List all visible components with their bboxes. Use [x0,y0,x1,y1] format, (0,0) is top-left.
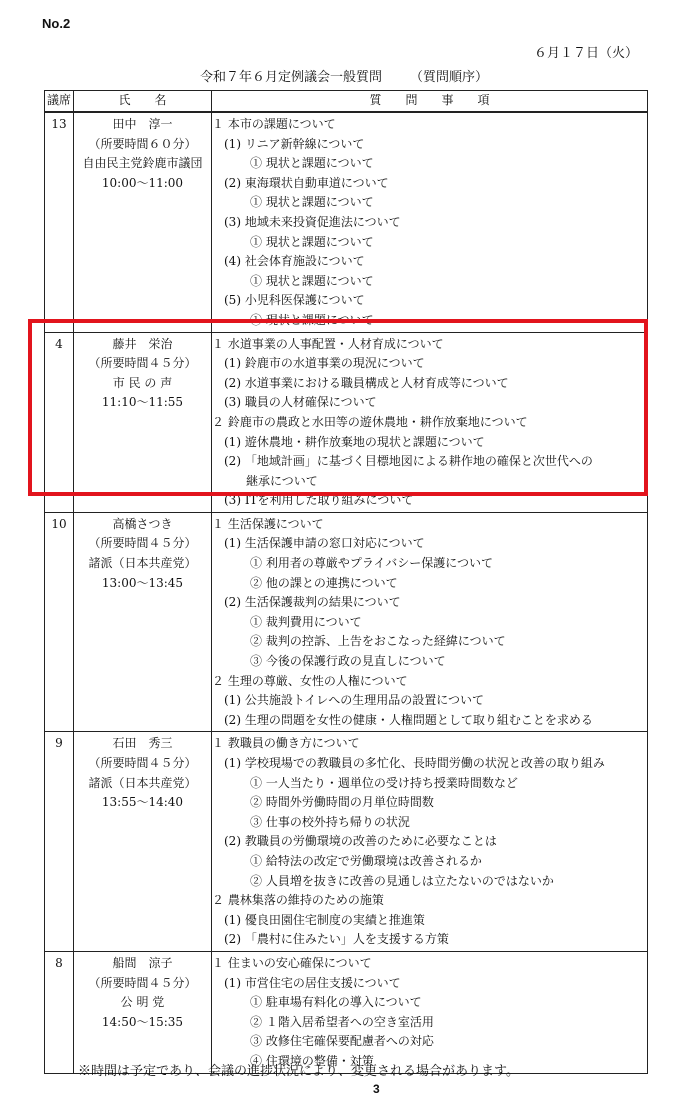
topic-item: (2) 東海環状自動車道について [224,175,389,190]
member-info [74,951,212,1073]
seat-number: 13 [45,112,74,332]
document-title [200,66,488,85]
topic-heading: １ 本市の課題について [212,117,336,131]
topic-item: (2) 生活保護裁判の結果について [224,595,401,610]
table-row [45,112,648,332]
topic-heading: １ 教職員の働き方について [212,736,360,751]
topic-subitem: ② 裁判の控訴、上告をおこなった経緯について [250,634,506,649]
topic-subitem: ③ 改修住宅確保要配慮者への対応 [250,1034,434,1049]
header-seat: 議席 [45,91,74,113]
member-name: 高橋さつき [112,516,173,531]
member-name: 藤井 栄治 [112,336,173,351]
party-name: 市 民 の 声 [112,375,173,390]
table-row [45,512,648,732]
topic-subitem: ② 人員増を抜きに改善の見通しは立たないのではないか [250,873,554,888]
topic-heading: ２ 生理の尊厳、女性の人権について [212,673,408,688]
time-slot: 10:00～11:00 [101,175,184,190]
topic-subitem: ③ 今後の保護行政の見直しについて [250,654,446,669]
document-number: No.2 [42,16,71,31]
document-date: ６月１７日（火） [533,46,638,61]
topic-subitem: ① 現状と課題について [250,234,374,249]
topic-subitem: ① 現状と課題について [250,312,374,327]
topic-item: (2) 水道事業における職員構成と人材育成等について [224,375,509,390]
topic-item: (1) 公共施設トイレへの生理用品の設置について [224,693,484,708]
topic-continuation: 継承について [246,473,318,488]
topic-subitem: ① 一人当たり・週単位の受け持ち授業時間数など [250,775,518,790]
topic-subitem: ① 利用者の尊厳やプライバシー保護について [250,556,493,571]
topic-heading: １ 水道事業の人事配置・人材育成について [212,336,444,351]
topic-item: (1) 鈴鹿市の水道事業の現況について [224,356,425,371]
question-topics [212,512,648,732]
time-allotted: （所要時間４５分） [88,356,197,371]
topic-item: (3) ITを利用した取り組みについて [224,493,414,508]
seat-number: 4 [45,332,74,512]
title-subtitle: （質問順序） [410,70,489,85]
topic-item: (2) 「地域計画」に基づく目標地図による耕作地の確保と次世代への [224,454,593,469]
party-name: 諸派（日本共産党） [88,556,197,571]
topic-heading: １ 生活保護について [212,516,324,531]
time-slot: 11:10～11:55 [101,395,184,410]
question-topics [212,951,648,1073]
header-name: 氏 名 [74,91,212,113]
time-allotted: （所要時間４５分） [88,975,197,990]
topic-heading: ２ 農林集落の維持のための施策 [212,893,384,908]
topic-item: (3) 地域未来投資促進法について [224,214,401,229]
time-slot: 13:00～13:45 [101,575,184,590]
topic-subitem: ③ 仕事の校外持ち帰りの状況 [250,814,410,829]
topic-subitem: ① 給特法の改定で労働環境は改善されるか [250,853,482,868]
seat-number: 8 [45,951,74,1073]
topic-item: (3) 職員の人材確保について [224,395,377,410]
topic-item: (1) 優良田園住宅制度の実績と推進策 [224,912,425,927]
table-row [45,951,648,1073]
question-topics [212,112,648,332]
seat-number: 9 [45,732,74,952]
title-main: 令和７年６月定例議会一般質問 [200,70,383,85]
topic-subitem: ① 現状と課題について [250,195,374,210]
time-slot: 14:50～15:35 [101,1014,184,1029]
topic-item: (1) リニア新幹線について [224,136,365,151]
topic-subitem: ① 現状と課題について [250,273,374,288]
topic-item: (2) 「農村に住みたい」人を支援する方策 [224,932,449,947]
party-name: 諸派（日本共産党） [88,775,197,790]
topic-item: (2) 生理の問題を女性の健康・人権問題として取り組むことを求める [224,712,593,727]
topic-subitem: ① 駐車場有料化の導入について [250,995,422,1010]
member-name: 船間 涼子 [112,955,173,970]
topic-item: (2) 教職員の労働環境の改善のために必要なことは [224,834,497,849]
topic-subitem: ④ 住環境の整備・対策 [250,1053,374,1068]
member-info [74,732,212,952]
party-name: 自由民主党鈴鹿市議団 [82,156,203,171]
topic-item: (1) 生活保護申請の窓口対応について [224,536,425,551]
topic-subitem: ① 裁判費用について [250,614,362,629]
topic-subitem: ② １階入居希望者への空き室活用 [250,1014,434,1029]
footnote: ※時間は予定であり、会議の進捗状況により、変更される場合があります。 [78,1064,519,1079]
header-topics: 質 問 事 項 [212,91,648,113]
topic-item: (1) 遊休農地・耕作放棄地の現状と課題について [224,434,485,449]
topic-item: (5) 小児科医保護について [224,293,365,308]
member-name: 石田 秀三 [112,736,173,751]
member-name: 田中 淳一 [112,117,173,131]
table-header-row [45,91,648,113]
topic-heading: ２ 鈴鹿市の農政と水田等の遊休農地・耕作放棄地について [212,414,528,429]
topic-item: (1) 市営住宅の居住支援について [224,975,401,990]
highlight-box [28,319,648,496]
topic-item: (1) 学校現場での教職員の多忙化、長時間労働の状況と改善の取り組み [224,756,605,770]
topic-heading: １ 住まいの安心確保について [212,955,372,970]
seat-number: 10 [45,512,74,732]
topic-subitem: ② 時間外労働時間の月単位時間数 [250,795,434,810]
party-name: 公 明 党 [120,995,165,1010]
time-slot: 13:55～14:40 [101,795,184,810]
table-row [45,732,648,952]
topic-subitem: ① 現状と課題について [250,156,374,171]
question-schedule-table [44,90,648,1074]
table-body [45,112,648,1073]
time-allotted: （所要時間４５分） [88,756,197,770]
member-info [74,112,212,332]
topic-item: (4) 社会体育施設について [224,254,365,269]
topic-subitem: ② 他の課との連携について [250,575,398,590]
time-allotted: （所要時間４５分） [88,536,197,551]
member-info [74,512,212,732]
page-number: 3 [373,1082,380,1096]
question-topics [212,732,648,952]
time-allotted: （所要時間６０分） [88,136,197,151]
